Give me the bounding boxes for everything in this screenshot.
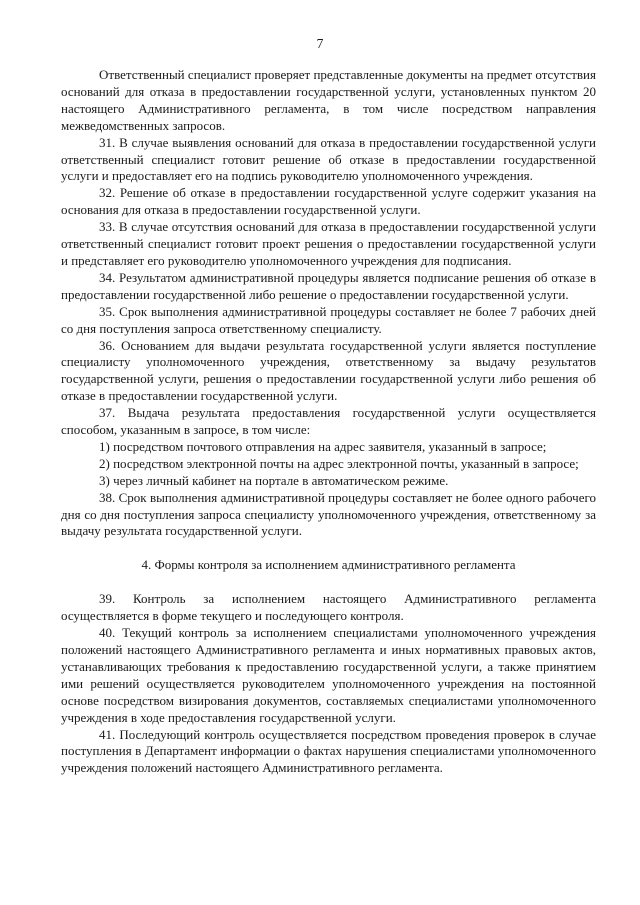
- paragraph-31: 31. В случае выявления оснований для отказа в предоставлении государственной услуги ответственный специалист готовит решение об отказе в предоставлении государственной услуги и предоставляет его на подпись руководителю уполномоченного учреждения.: [61, 134, 596, 184]
- paragraph-36: 36. Основанием для выдачи результата государственной услуги является поступление специалисту уполномоченного учреждения, ответственному за выдачу результатов государственной услуги, решения о предоставлении государственной услуги либо решения об отказе в предоставлении государственной услуги.: [61, 337, 596, 404]
- document-body: [61, 67, 596, 777]
- paragraph-33: 33. В случае отсутствия оснований для отказа в предоставлении государственной услуги ответственный специалист готовит проект решения о предоставлении государственной услуги и представляет его руководителю уполномоченного учреждения для подписания.: [61, 219, 596, 268]
- list-item-1: 1) посредством почтового отправления на адрес заявителя, указанный в запросе;: [99, 438, 547, 454]
- paragraph-37: 37. Выдача результата предоставления государственной услуги осуществляется способом, указанным в запросе, в том числе:: [61, 405, 596, 438]
- section-heading: 4. Формы контроля за исполнением административного регламента: [141, 557, 516, 573]
- paragraph-34: 34. Результатом административной процедуры является подписание решения об отказе в предоставлении государственной либо решение о предоставлении государственной услуги.: [61, 269, 596, 302]
- list-item-2: 2) посредством электронной почты на адрес электронной почты, указанный в запросе;: [99, 455, 579, 471]
- paragraph-verification: Ответственный специалист проверяет представленные документы на предмет отсутствия оснований для отказа в предоставлении государственной услуги, установленных пунктом 20 настоящего Административного регламента, в том числе посредством направления межведомственных запросов.: [61, 67, 596, 133]
- paragraph-39: 39. Контроль за исполнением настоящего Административного регламента осуществляется в форме текущего и последующего контроля.: [61, 591, 596, 624]
- page-number: 7: [316, 36, 324, 51]
- paragraph-35: 35. Срок выполнения административной процедуры составляет не более 7 рабочих дней со дня поступления запроса ответственному специалисту.: [61, 303, 596, 336]
- paragraph-40: 40. Текущий контроль за исполнением специалистами уполномоченного учреждения положений настоящего Административного регламента и иных нормативных правовых актов, устанавливающих требования к предоставлению государственной услуги, а также принятием ими решений осуществляется руководителем уполномоченного учреждения на постоянной основе посредством визирования документов, составляемых специалистами уполномоченного учреждения в ходе предоставления государственной услуги.: [61, 625, 596, 725]
- paragraph-32: 32. Решение об отказе в предоставлении государственной услуге содержит указания на основания для отказа в предоставлении государственной услуги.: [61, 185, 596, 218]
- paragraph-41: 41. Последующий контроль осуществляется посредством проведения проверок в случае поступления в Департамент информации о фактах нарушения специалистами уполномоченного учреждения положений настоящего Административного регламента.: [61, 726, 596, 776]
- paragraph-38: 38. Срок выполнения административной процедуры составляет не более одного рабочего дня со дня поступления запроса специалисту уполномоченного учреждения, ответственному за выдачу результата государственной услуги.: [61, 489, 596, 539]
- list-item-3: 3) через личный кабинет на портале в автоматическом режиме.: [99, 472, 449, 488]
